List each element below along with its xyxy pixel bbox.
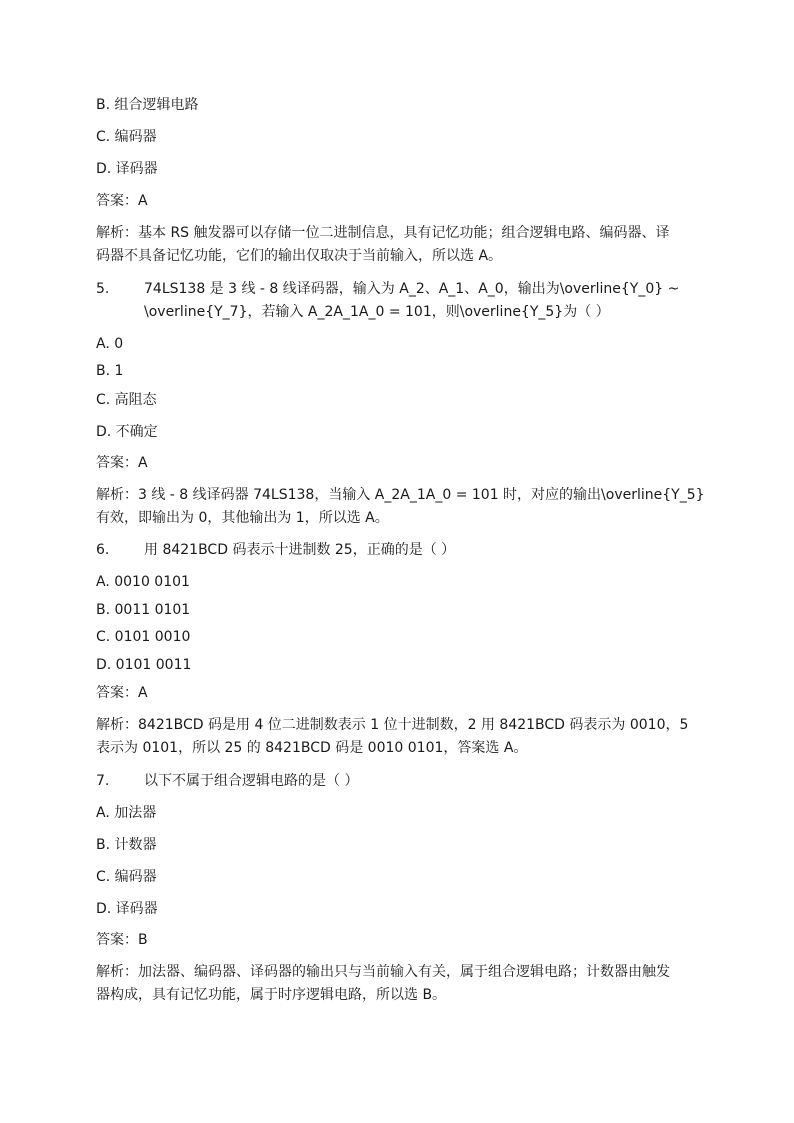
q5-answer: 答案：A bbox=[96, 455, 148, 471]
q7-option-c: C. 编码器 bbox=[96, 869, 157, 885]
q5-stem-line1 bbox=[96, 280, 706, 298]
q6-analysis-line1: 解析：8421BCD 码是用 4 位二进制数表示 1 位十进制数，2 用 8421BCD 码表示为 0010，5 bbox=[96, 717, 689, 733]
q4-analysis-line2: 码器不具备记忆功能，它们的输出仅取决于当前输入，所以选 A。 bbox=[96, 248, 503, 264]
q7-analysis-line2: 器构成，具有记忆功能，属于时序逻辑电路，所以选 B。 bbox=[96, 987, 447, 1003]
q7-stem bbox=[96, 772, 706, 790]
q6-stem-text: 用 8421BCD 码表示十进制数 25，正确的是（ ） bbox=[144, 542, 456, 558]
q6-stem bbox=[96, 541, 706, 559]
q5-stem-text: 74LS138 是 3 线 - 8 线译码器，输入为 A_2、A_1、A_0，输出为\overline{Y_0} ~ bbox=[144, 281, 680, 297]
q7-stem-text: 以下不属于组合逻辑电路的是（ ） bbox=[144, 773, 359, 789]
q7-analysis-line1: 解析：加法器、编码器、译码器的输出只与当前输入有关，属于组合逻辑电路；计数器由触发 bbox=[96, 964, 670, 980]
q7-option-d: D. 译码器 bbox=[96, 901, 158, 917]
q6-analysis-line2: 表示为 0101，所以 25 的 8421BCD 码是 0010 0101，答案选 A。 bbox=[96, 740, 528, 756]
q5-option-d: D. 不确定 bbox=[96, 424, 158, 440]
q5-stem-line2: \overline{Y_7}，若输入 A_2A_1A_0 = 101，则\overline{Y_5}为（ ） bbox=[144, 304, 610, 320]
q7-option-a: A. 加法器 bbox=[96, 805, 157, 821]
q4-analysis-line1: 解析：基本 RS 触发器可以存储一位二进制信息，具有记忆功能；组合逻辑电路、编码器、译 bbox=[96, 225, 670, 241]
q5-option-b: B. 1 bbox=[96, 363, 124, 379]
q6-option-b: B. 0011 0101 bbox=[96, 602, 191, 618]
q6-answer: 答案：A bbox=[96, 685, 148, 701]
q6-number: 6. bbox=[96, 542, 110, 558]
q4-option-b: B. 组合逻辑电路 bbox=[96, 97, 199, 113]
q5-analysis-line1: 解析：3 线 - 8 线译码器 74LS138，当输入 A_2A_1A_0 = 101 时，对应的输出\overline{Y_5} bbox=[96, 487, 705, 503]
q5-option-a: A. 0 bbox=[96, 336, 124, 352]
q5-number: 5. bbox=[96, 281, 110, 297]
q4-answer: 答案：A bbox=[96, 193, 148, 209]
q7-option-b: B. 计数器 bbox=[96, 837, 157, 853]
q6-option-c: C. 0101 0010 bbox=[96, 629, 191, 645]
q4-option-d: D. 译码器 bbox=[96, 161, 158, 177]
q7-number: 7. bbox=[96, 773, 110, 789]
q4-option-c: C. 编码器 bbox=[96, 129, 157, 145]
q7-answer: 答案：B bbox=[96, 932, 148, 948]
q6-option-d: D. 0101 0011 bbox=[96, 657, 192, 673]
q5-option-c: C. 高阻态 bbox=[96, 392, 157, 408]
q5-analysis-line2: 有效，即输出为 0，其他输出为 1，所以选 A。 bbox=[96, 510, 389, 526]
q6-option-a: A. 0010 0101 bbox=[96, 574, 190, 590]
